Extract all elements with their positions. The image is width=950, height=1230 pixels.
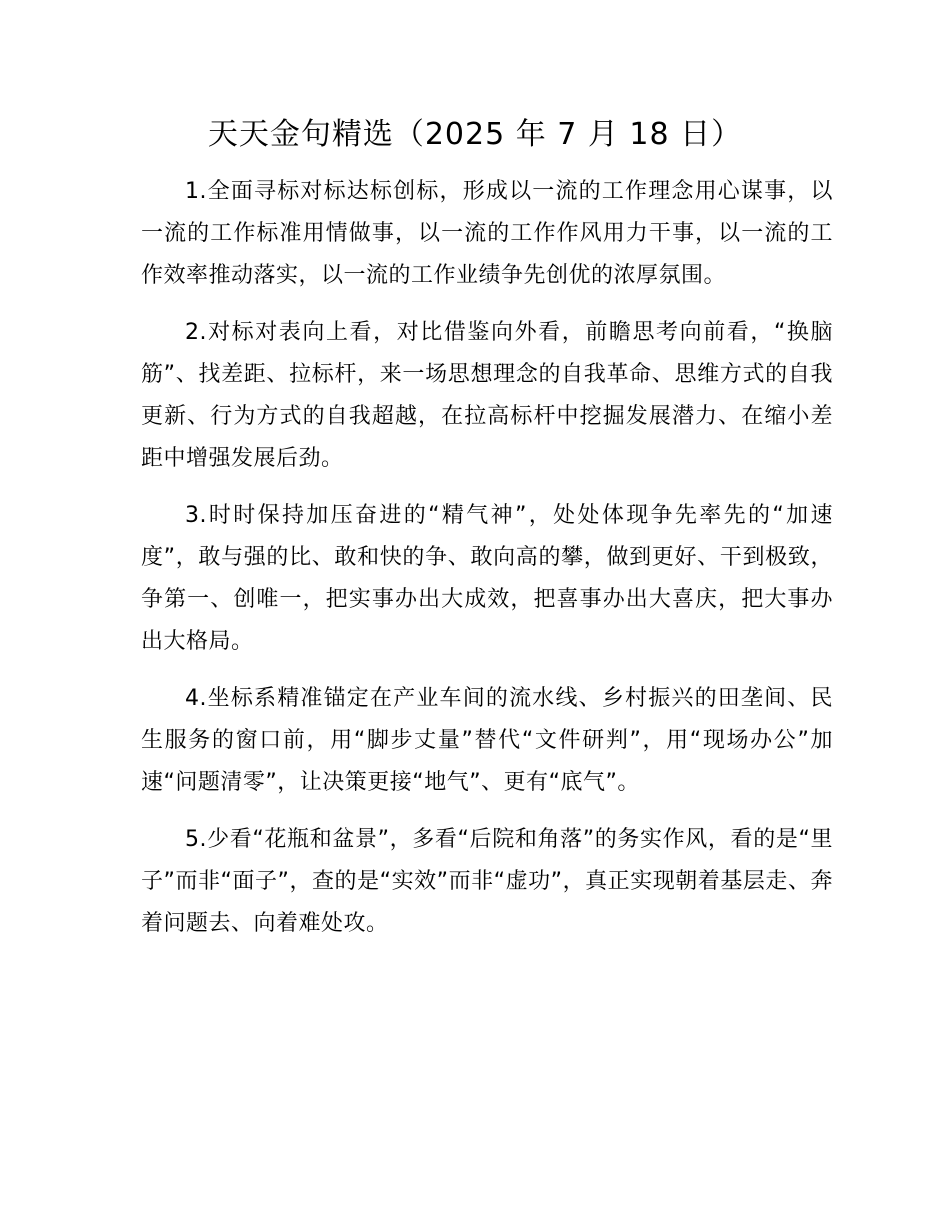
paragraph-4: 4.坐标系精准锚定在产业车间的流水线、乡村振兴的田垄间、民生服务的窗口前，用“脚步丈量”替代“文件研判”，用“现场办公”加速“问题清零”，让决策更接“地气”、更有“底气”。 [141,686,833,795]
paragraph-3: 3.时时保持加压奋进的“精气神”，处处体现争先率先的“加速度”，敢与强的比、敢和快的争、敢向高的攀，做到更好、干到极致，争第一、创唯一，把实事办出大成效，把喜事办出大喜庆，把大事办出大格局。 [141,503,833,654]
paragraph-2: 2.对标对表向上看，对比借鉴向外看，前瞻思考向前看，“换脑筋”、找差距、拉标杆，来一场思想理念的自我革命、思维方式的自我更新、行为方式的自我超越，在拉高标杆中挖掘发展潜力、在缩小差距中增强发展后劲。 [141,320,833,471]
paragraph-1: 1.全面寻标对标达标创标，形成以一流的工作理念用心谋事，以一流的工作标准用情做事，以一流的工作作风用力干事，以一流的工作效率推动落实，以一流的工作业绩争先创优的浓厚氛围。 [141,179,833,288]
document-body [141,171,833,960]
document-title: 天天金句精选（2025 年 7 月 18 日） [207,117,743,152]
paragraph-5: 5.少看“花瓶和盆景”，多看“后院和角落”的务实作风，看的是“里子”而非“面子”，查的是“实效”而非“虚功”，真正实现朝着基层走、奔着问题去、向着难处攻。 [141,827,833,936]
